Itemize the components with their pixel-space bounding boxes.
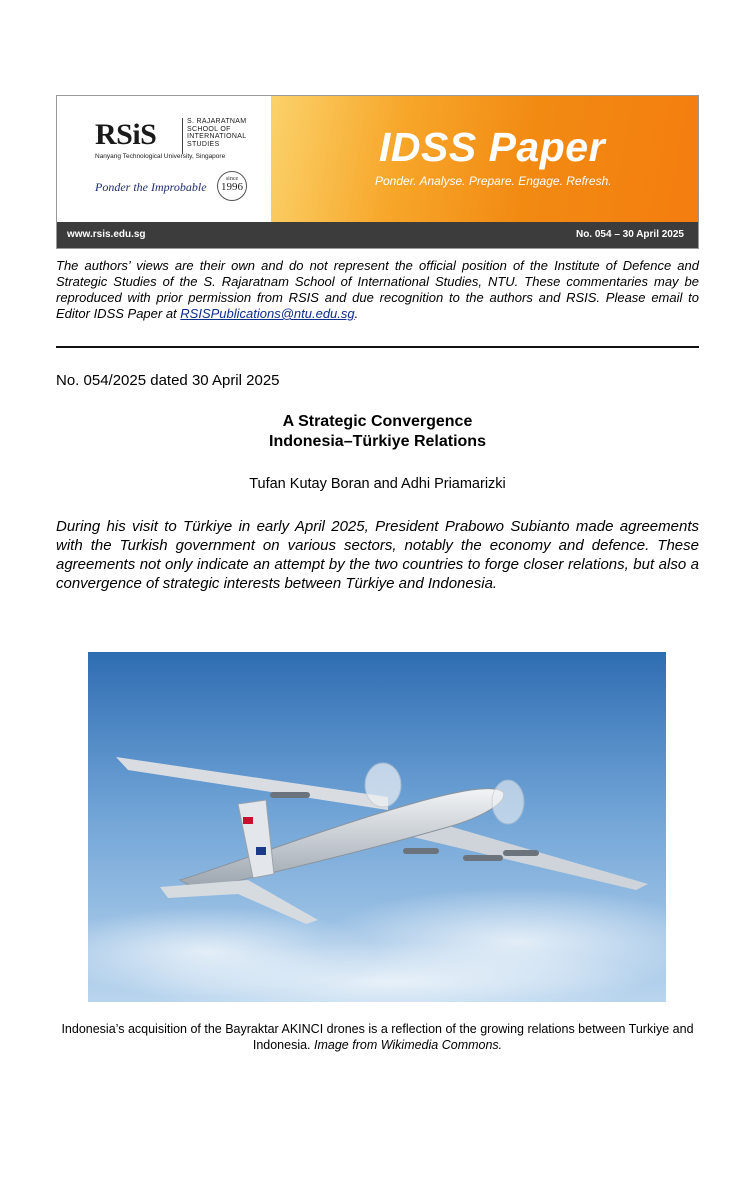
school-name	[187, 118, 269, 148]
header-banner	[56, 95, 699, 249]
drone-photo	[88, 652, 666, 1002]
caption-main: Indonesia’s acquisition of the Bayraktar AKINCI drones is a reflection of the growing relations between Turkiye and Indonesia.	[61, 1022, 694, 1052]
university-name: Nanyang Technological University, Singapore	[95, 153, 226, 160]
banner-subtitle: Ponder. Analyse. Prepare. Engage. Refresh.	[375, 174, 612, 188]
logo-divider	[182, 118, 183, 154]
website-link[interactable]: www.rsis.edu.sg	[67, 229, 146, 240]
figure-caption	[56, 1021, 699, 1053]
drone-illustration	[88, 652, 666, 1002]
school-line: INTERNATIONAL	[187, 133, 247, 140]
title-line-1: A Strategic Convergence	[282, 413, 473, 430]
banner-info-bar	[57, 222, 698, 248]
section-divider	[56, 346, 699, 348]
editor-email-link[interactable]: RSISPublications@ntu.edu.sg	[180, 306, 355, 321]
school-line: SCHOOL OF	[187, 125, 231, 133]
disclaimer-end: .	[354, 306, 359, 321]
since-badge	[217, 171, 247, 201]
abstract: During his visit to Türkiye in early April 2025, President Prabowo Subianto made agreements with the Turkish government on various sectors, notably the economy and defence. These agreements not only indicate an attempt by the two countries to forge closer relations, but also a convergence of strategic interests between Türkiye and Indonesia.	[56, 518, 699, 592]
school-line: STUDIES	[187, 140, 220, 148]
paper-number: No. 054 – 30 April 2025	[575, 229, 684, 240]
paper-dated: No. 054/2025 dated 30 April 2025	[56, 372, 280, 389]
tagline: Ponder the Improbable	[95, 180, 207, 194]
school-line: S. RAJARATNAM	[187, 118, 247, 125]
since-label: since	[225, 176, 239, 182]
authors: Tufan Kutay Boran and Adhi Priamarizki	[249, 476, 506, 492]
disclaimer-text: The authors’ views are their own and do not represent the official position of the Institute of Defence and Strategic Studies of the S. Rajaratnam School of International Studies, NTU. These commentaries may be reproduced with prior permission from RSIS and due recognition to the authors and RSIS. Please email to Editor IDSS Paper at	[56, 258, 699, 321]
banner-orange-panel	[271, 96, 698, 222]
rsis-logo: RSiS	[95, 118, 157, 151]
since-year: 1996	[221, 181, 243, 193]
disclaimer	[56, 258, 699, 322]
banner-title: IDSS Paper	[379, 124, 606, 170]
rsis-logo-block	[57, 96, 271, 222]
title-line-2: Indonesia–Türkiye Relations	[269, 433, 486, 450]
caption-credit: Image from Wikimedia Commons.	[314, 1038, 503, 1052]
article-title	[56, 412, 699, 452]
